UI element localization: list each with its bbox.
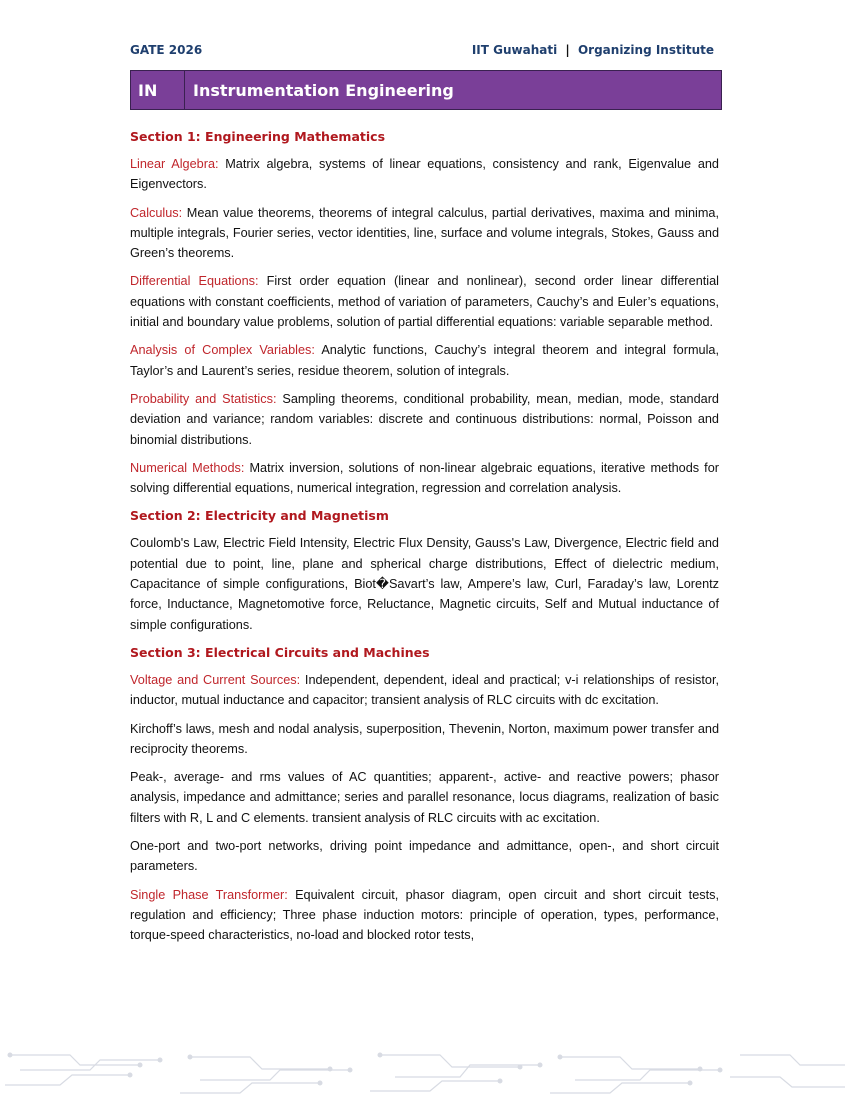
topic-label: Differential Equations: [130,274,259,289]
topic-text: Equivalent circuit, phasor diagram, open circuit and short circuit tests, regulation and efficiency; Three phase induction motors: principle of operation, types, performance, torque-speed characteristics, no-load and blocked rotor tests, [130,887,719,943]
topic-text: First order equation (linear and nonlinear), second order linear differential equations with constant coefficients, method of variation of parameters, Cauchy’s and Euler’s equations, initial and boundary value problems, solution of partial differential equations: variable separable method. [130,274,719,330]
paragraph [130,203,719,264]
topic-text: One-port and two-port networks, driving point impedance and admittance, open-, and short circuit parameters. [130,839,719,874]
paragraph [130,719,719,760]
organizer-role: Organizing Institute [577,43,714,57]
paragraph [130,836,719,877]
topic-label: Calculus: [130,205,183,220]
exam-name: GATE 2026 [130,43,203,57]
section-title: Section 3: Electrical Circuits and Machines [130,644,430,660]
topic-text: Peak-, average- and rms values of AC quantities; apparent-, active- and reactive powers; phasor analysis, impedance and admittance; series and parallel resonance, locus diagrams, realization of basic filters with R, L and C elements. transient analysis of RLC circuits with ac excitation. [130,770,719,825]
topic-text: Coulomb's Law, Electric Field Intensity, Electric Flux Density, Gauss's Law, Divergence, Electric field and potential due to point, line, plane and spherical charge distributions, Effect of dielectric medium, Capacitance of simple configurations, Biot�Savart’s law, Ampere’s law, Curl, Faraday’s law, Lorentz force, Inductance, Magnetomotive force, Reluctance, Magnetic circuits, Self and Mutual inductance of simple configurations. [130,536,719,632]
paragraph [130,885,719,946]
institute-name: IIT Guwahati [471,43,558,57]
syllabus-content [130,127,719,954]
page-header [130,40,714,60]
paragraph [130,154,719,195]
paragraph [130,271,719,332]
subject-name: Instrumentation Engineering [193,80,454,100]
header-separator: | [565,43,570,57]
paragraph [130,533,719,634]
topic-text: Independent, dependent, ideal and practical; v-i relationships of resistor, inductor, mutual inductance and capacitor; transient analysis of RLC circuits with dc excitation. [130,672,719,708]
topic-label: Single Phase Transformer: [130,887,288,902]
topic-text: Matrix algebra, systems of linear equations, consistency and rank, Eigenvalue and Eigenvectors. [130,157,719,192]
paragraph [130,340,719,381]
topic-label: Linear Algebra: [130,157,219,171]
section-title: Section 1: Engineering Mathematics [130,129,386,144]
section-1 [130,127,719,498]
topic-text: Kirchoff’s laws, mesh and nodal analysis, superposition, Thevenin, Norton, maximum power transfer and reciprocity theorems. [130,721,719,756]
paragraph [130,670,719,711]
topic-label: Voltage and Current Sources: [130,672,301,687]
paragraph [130,458,719,499]
topic-text: Mean value theorems, theorems of integral calculus, partial derivatives, maxima and minima, multiple integrals, Fourier series, vector identities, line, surface and volume integrals, Stokes, Gauss and Green’s theorems. [130,205,719,261]
section-2 [130,506,719,634]
circuit-pattern-decoration [0,1035,850,1100]
topic-label: Numerical Methods: [130,460,245,475]
topic-text: Matrix inversion, solutions of non-linear algebraic equations, iterative methods for solving differential equations, numerical integration, regression and correlation analysis. [130,460,719,496]
topic-text: Sampling theorems, conditional probability, mean, median, mode, standard deviation and variance; random variables: discrete and continuous distributions: normal, Poisson and binomial distributions. [130,391,719,447]
paragraph [130,389,719,450]
section-3 [130,643,719,946]
topic-text: Analytic functions, Cauchy’s integral theorem and integral formula, Taylor’s and Laurent’s series, residue theorem, solution of integrals. [130,343,719,378]
section-title: Section 2: Electricity and Magnetism [130,508,389,524]
paragraph [130,767,719,828]
subject-code: IN [131,71,185,109]
subject-bar [130,70,722,110]
organizer [472,43,714,57]
topic-label: Probability and Statistics: [130,391,277,406]
topic-label: Analysis of Complex Variables: [130,343,315,358]
